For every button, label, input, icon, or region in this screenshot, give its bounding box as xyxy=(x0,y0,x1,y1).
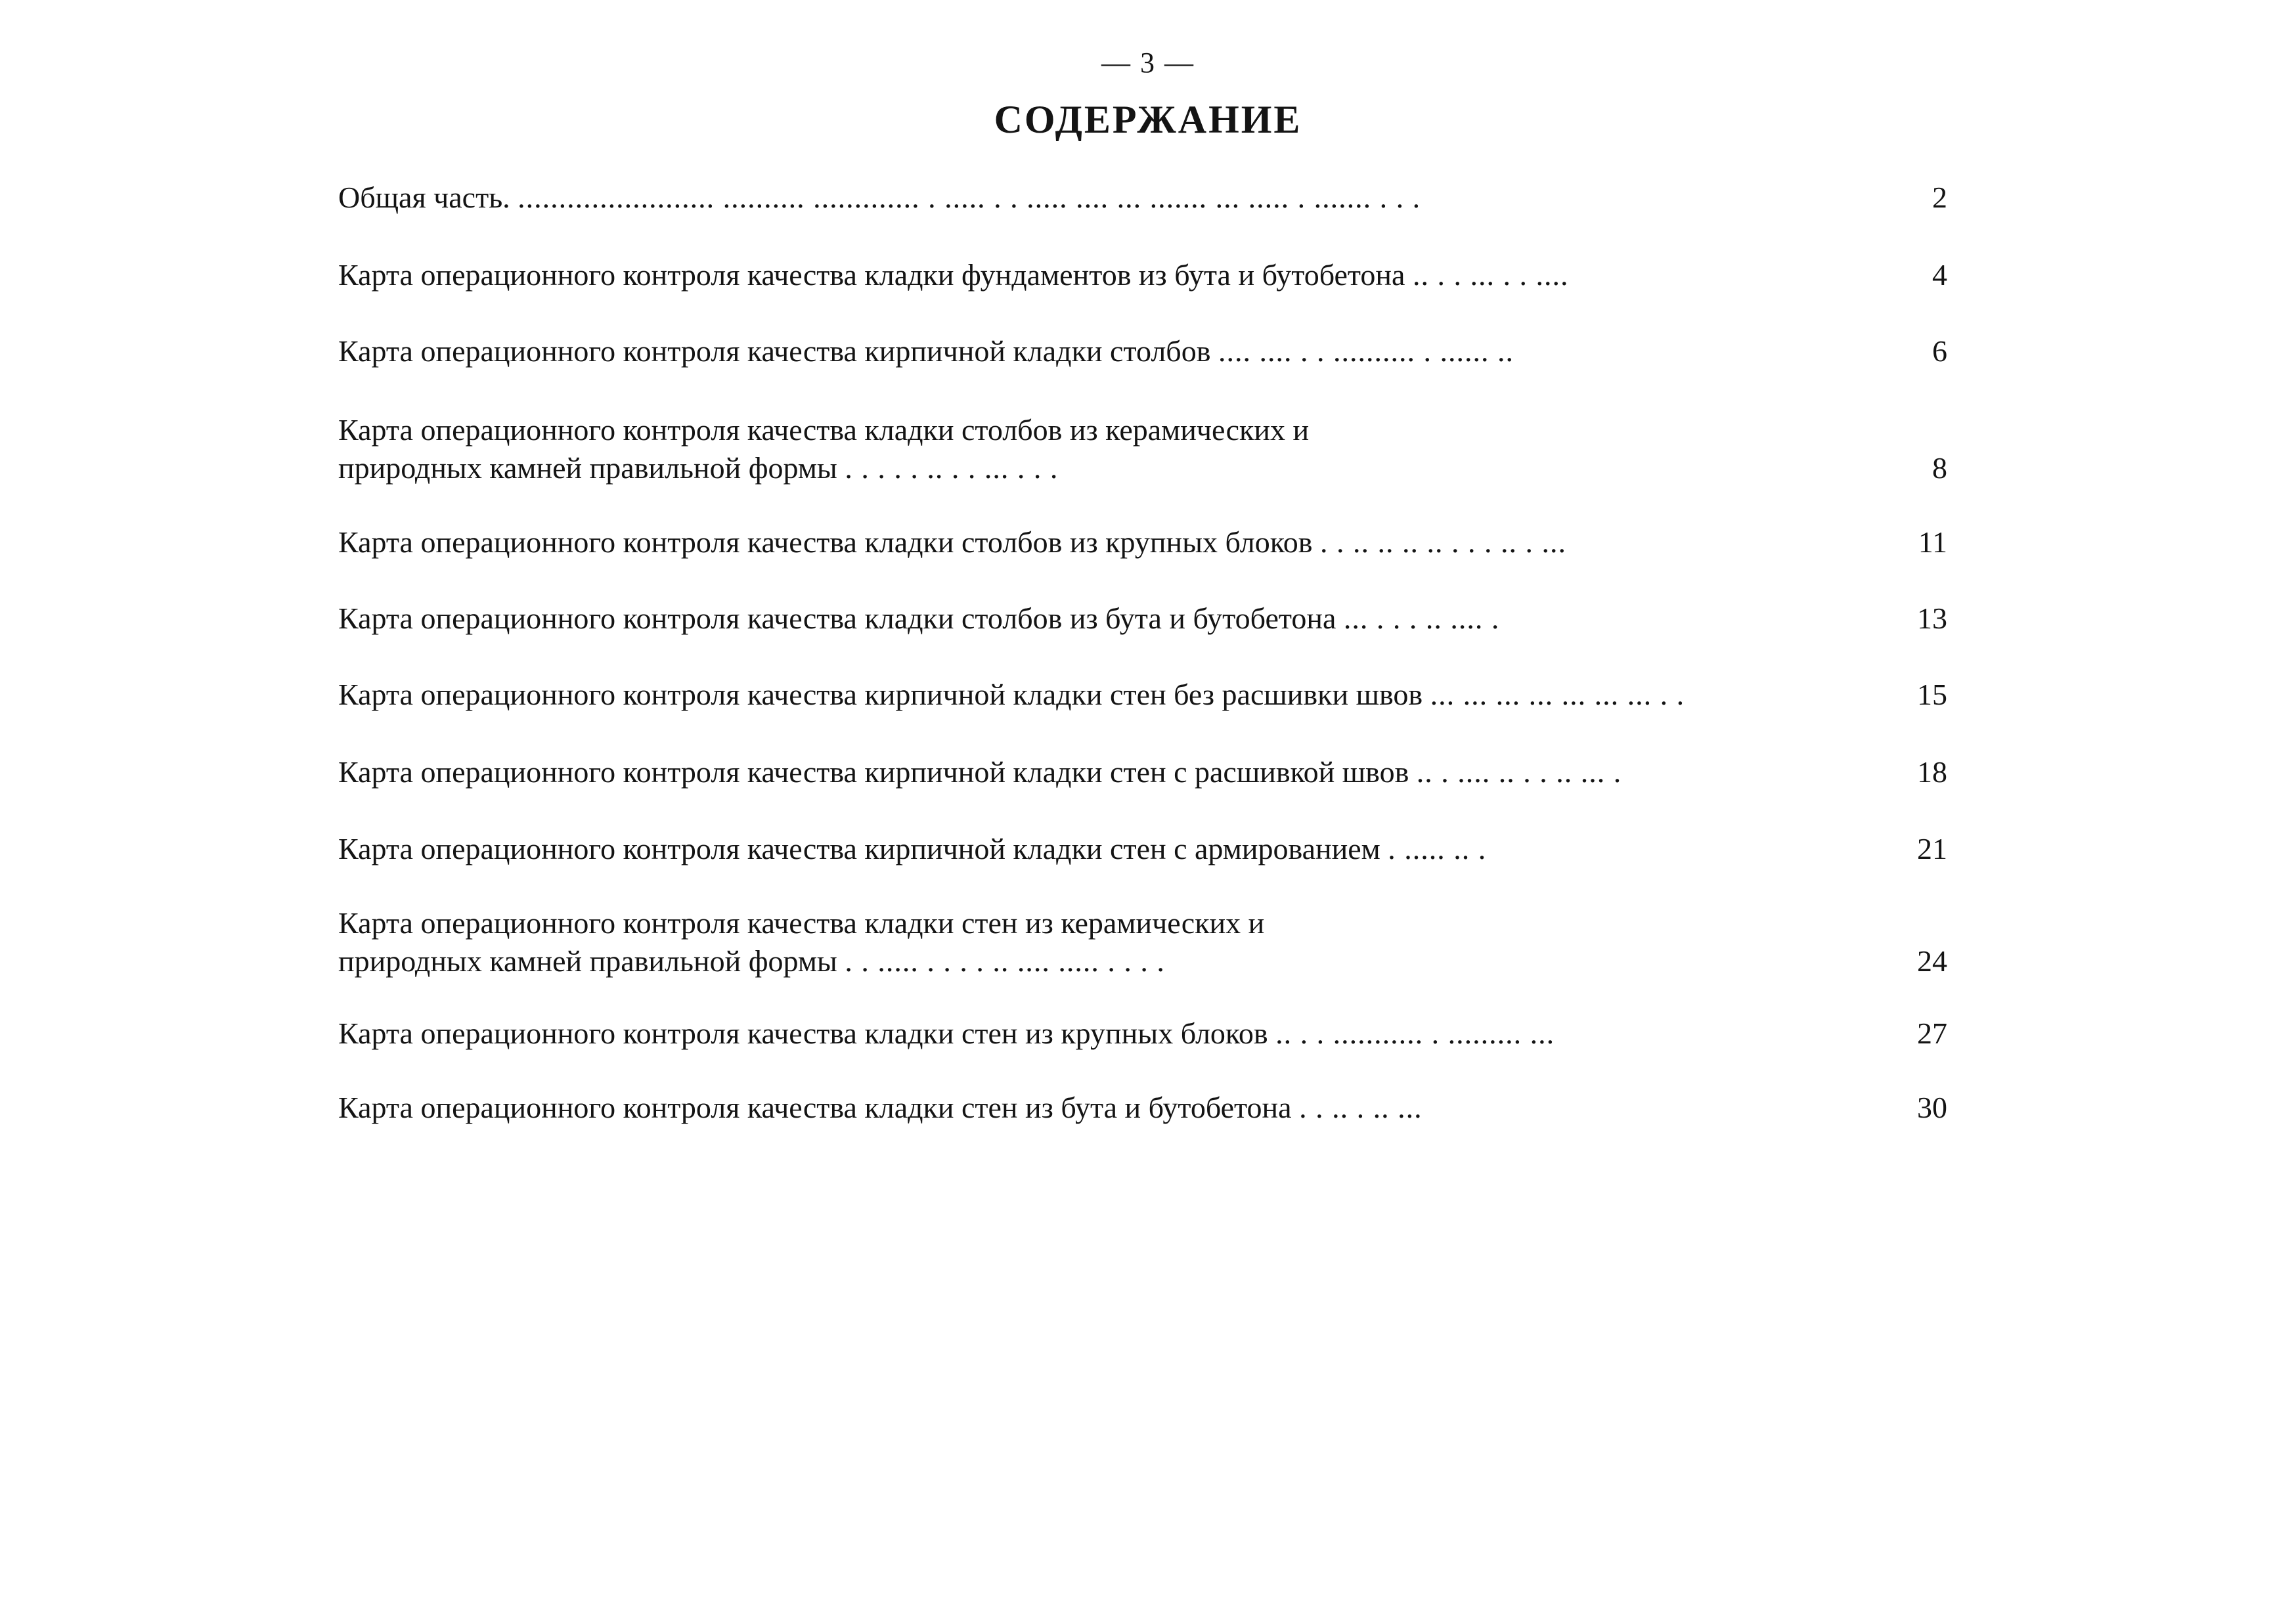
toc-leader-dots: . . . . . .. . . ... . . . xyxy=(845,451,1059,485)
toc-entry xyxy=(338,904,1960,980)
toc-leader-dots: . . .. . .. ... xyxy=(1299,1091,1423,1124)
toc-leader-dots: . . ..... . . . . .. .... ..... . . . . xyxy=(845,944,1165,978)
toc-leader-dots: ... ... ... ... ... ... ... . . xyxy=(1430,678,1685,711)
toc-page-number: 4 xyxy=(1932,258,1947,292)
toc-page-number: 13 xyxy=(1917,601,1947,635)
page-title: СОДЕРЖАНИЕ xyxy=(994,98,1302,141)
toc-entry-title-continuation: природных камней правильной формы . . . . . .. . . ... . . . xyxy=(338,451,1059,485)
toc-leader-dots: .. . . ........... . ......... ... xyxy=(1275,1017,1555,1050)
toc-entry xyxy=(338,676,1960,714)
toc-entry-title: Карта операционного контроля качества кирпичной кладки столбов .... .... . . .......... . ...... .. xyxy=(338,334,1514,368)
toc-entry xyxy=(338,256,1960,294)
toc-page-number: 2 xyxy=(1932,181,1947,214)
toc-page-number: 11 xyxy=(1918,525,1947,559)
toc-page-number: 6 xyxy=(1932,334,1947,368)
toc-entry-title: Карта операционного контроля качества кладки столбов из керамических и xyxy=(338,413,1310,447)
toc-entry-title-continuation: природных камней правильной формы . . ..... . . . . .. .... ..... . . . . xyxy=(338,944,1165,978)
toc-entry xyxy=(338,600,1960,638)
toc-page-number: 21 xyxy=(1917,832,1947,865)
toc-entry xyxy=(338,830,1960,868)
toc-entry xyxy=(338,1015,1960,1053)
toc-entry-title: Карта операционного контроля качества кладки стен из бута и бутобетона . . .. . .. ... xyxy=(338,1091,1423,1124)
toc-leader-dots: . ..... .. . xyxy=(1388,832,1487,865)
toc-entry-title: Карта операционного контроля качества кирпичной кладки стен с армированием . ..... .. . xyxy=(338,832,1487,865)
toc-entry-title: Карта операционного контроля качества кирпичной кладки стен без расшивки швов ... ... ... ... ... ... ... . . xyxy=(338,678,1685,711)
toc-entry-title: Карта операционного контроля качества кладки стен из крупных блоков .. . . ........... . ......... ... xyxy=(338,1017,1555,1050)
toc-entry xyxy=(338,753,1960,791)
toc-entry-title: Карта операционного контроля качества кирпичной кладки стен с расшивкой швов .. . .... .. . . .. ... . xyxy=(338,755,1622,789)
toc-leader-dots: .. . . ... . . .... xyxy=(1412,258,1569,292)
toc-page-number: 27 xyxy=(1917,1017,1947,1050)
toc-entry-title: Карта операционного контроля качества кладки фундаментов из бута и бутобетона .. . . ... . . .... xyxy=(338,258,1569,292)
toc-leader-dots: ... . . . .. .... . xyxy=(1343,601,1500,635)
toc-page-number: 15 xyxy=(1917,678,1947,711)
toc-page-number: 8 xyxy=(1932,451,1947,485)
toc-entry-title: Карта операционного контроля качества кладки столбов из крупных блоков . . .. .. .. .. . . . .. . ... xyxy=(338,525,1566,559)
toc-page-number: 18 xyxy=(1917,755,1947,789)
toc-page-number: 24 xyxy=(1917,944,1947,978)
toc-entry xyxy=(338,411,1960,487)
toc-entry xyxy=(338,1089,1960,1127)
toc-leader-dots: ........................ .......... ............. . ..... . . ..... .... ... ....... ... ..... . ....... . . . xyxy=(518,181,1421,214)
toc-entry xyxy=(338,332,1960,370)
toc-entry-title: Общая часть. ........................ .......... ............. . ..... . . ..... .... ... ....... ... ..... . ....... . . . xyxy=(338,181,1421,214)
toc-entry-title: Карта операционного контроля качества кладки стен из керамических и xyxy=(338,906,1265,940)
toc-entry-title: Карта операционного контроля качества кладки столбов из бута и бутобетона ... . . . .. .... . xyxy=(338,601,1500,635)
toc-leader-dots: . . .. .. .. .. . . . .. . ... xyxy=(1319,525,1566,559)
toc-leader-dots: .. . .... .. . . .. ... . xyxy=(1416,755,1622,789)
toc-page-number: 30 xyxy=(1917,1091,1947,1124)
toc-leader-dots: .... .... . . .......... . ...... .. xyxy=(1218,334,1514,368)
page-number: — 3 — xyxy=(1101,47,1195,79)
toc-entry xyxy=(338,523,1960,561)
toc-entry xyxy=(338,179,1960,217)
